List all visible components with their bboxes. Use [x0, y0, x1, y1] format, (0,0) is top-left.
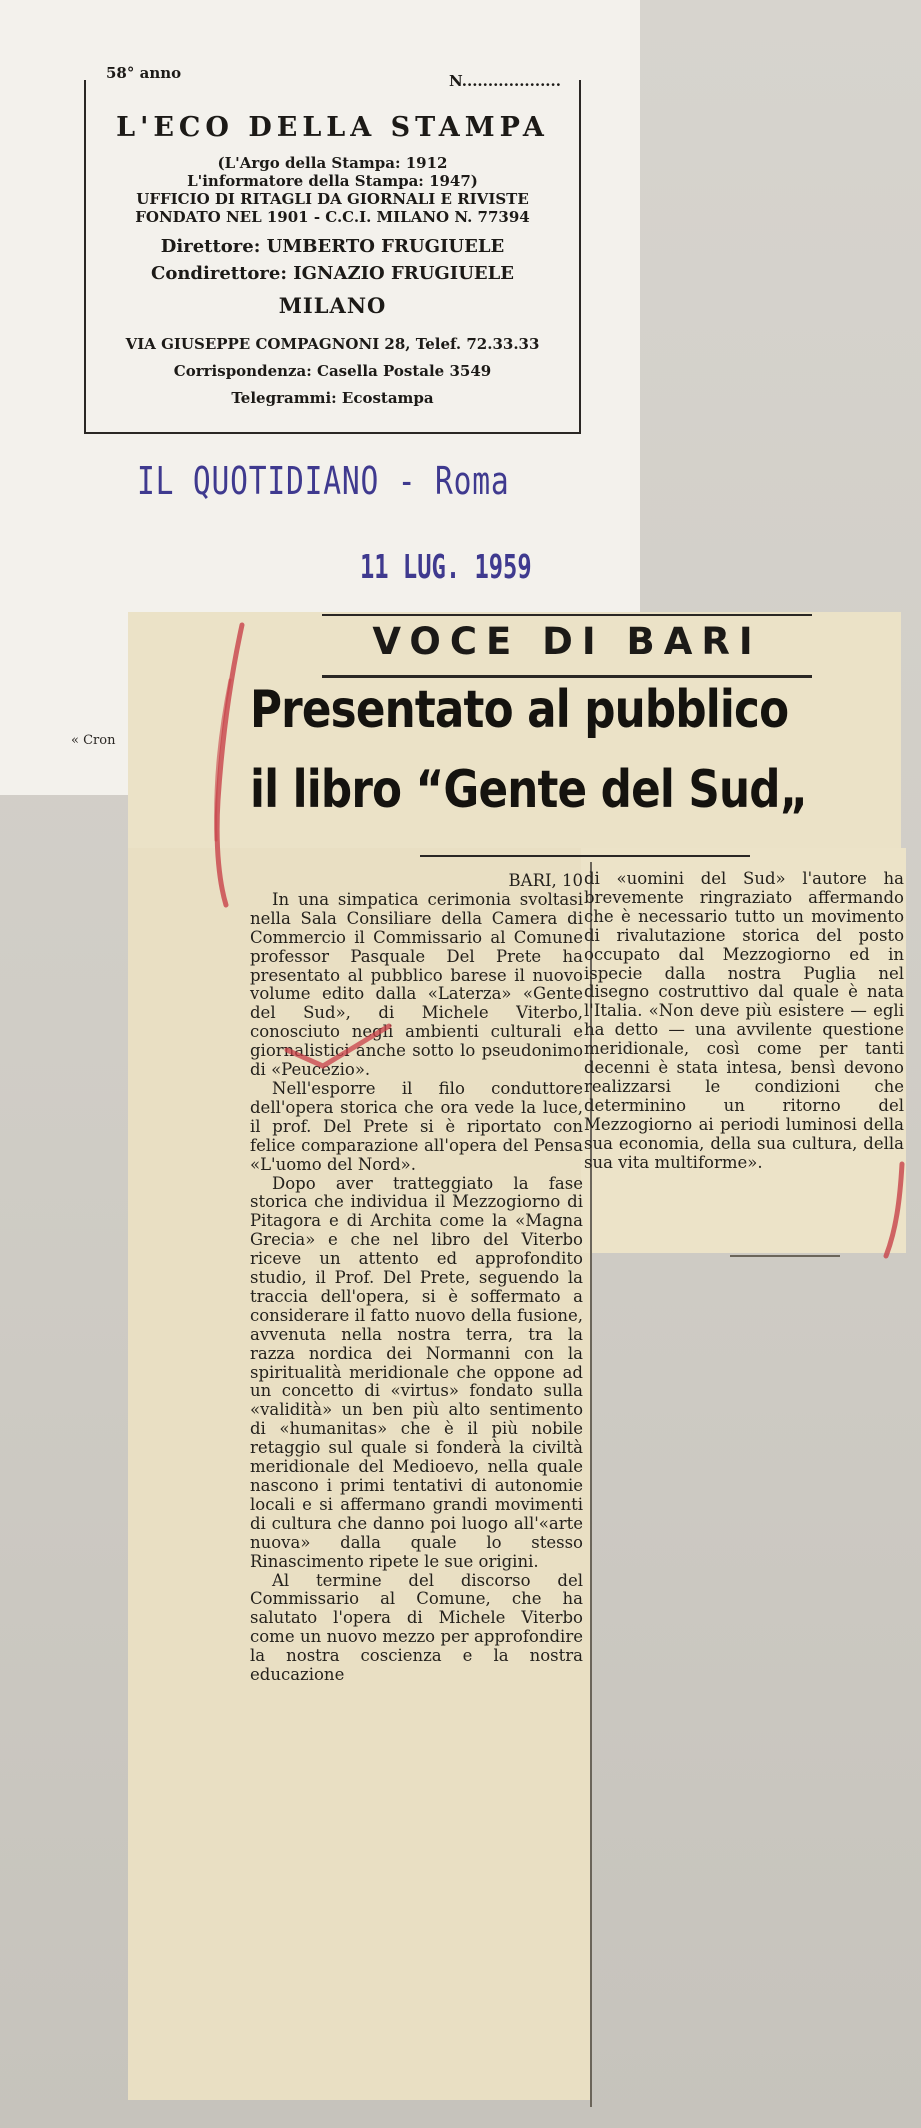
article-paragraph: Dopo aver tratteggiato la fase storica che individua il Mezzogiorno di Pitagora e di Archita come la «Magna Grecia» e che nel libro del Viterbo riceve un attento ed approfondito studio, il Prof. Del Prete, seguendo la traccia dell'opera, si è soffermato a considerare il fatto nuovo della fusione, avvenuta nella nostra terra, tra la razza nordica dei Normanni con la spiritualità meridionale che oppone ad un concetto di «virtus» fondato sulla «validità» un ben più alto sentimento di «humanitas» che è il più nobile retaggio sul quale si fonderà la civiltà meridionale del Medioevo, nella quale nascono i primi tentativi di autonomie locali e si affermano grandi movimenti di cultura che danno poi luogo all'«arte nuova» dalla quale lo stesso Rinascimento ripete le sue origini.: [250, 1173, 583, 1571]
masthead-argo-line: (L'Argo della Stampa: 1912: [217, 154, 448, 172]
issue-number: N...................: [449, 72, 561, 90]
masthead-informatore-line: L'informatore della Stampa: 1947): [187, 172, 478, 190]
masthead-title: L'ECO DELLA STAMPA: [116, 112, 549, 143]
article-paragraph: Al termine del discorso del Commissario al Comune, che ha salutato l'opera di Michele Viterbo come un nuovo mezzo per approfondire la nostra coscienza e la nostra educazione: [250, 1570, 583, 1685]
article-paragraph: Nell'esporre il filo conduttore dell'opera storica che ora vede la luce, il prof. Del Prete si è riportato con felice comparazione all'opera del Pensa «L'uomo del Nord».: [250, 1078, 583, 1174]
issue-year: 58° anno: [106, 64, 182, 82]
masthead-direttore-line: Direttore: UMBERTO FRUGIUELE: [160, 236, 505, 257]
rubric-bottom-rule: [322, 675, 812, 678]
article-end-rule: [730, 1255, 840, 1257]
headline-line-2: il libro “Gente del Sud„: [250, 760, 808, 820]
masthead-telegrammi-line: Telegrammi: Ecostampa: [231, 389, 434, 407]
article-paragraph: In una simpatica cerimonia svoltasi nella Sala Consiliare della Camera di Commercio il Commissario al Comune professor Pasquale Del Prete ha presentato al pubblico barese il nuovo volume edito dalla «Laterza» «Gente del Sud», di Michele Viterbo, conosciuto negli ambienti culturali e giornalistici anche sotto lo pseudonimo di «Peucezio».: [250, 889, 583, 1080]
article-dateline: BARI, 10: [508, 871, 583, 890]
article-column-left: [250, 872, 583, 1685]
article-paragraph: di «uomini del Sud» l'autore ha brevemente ringraziato affermando che è necessario tutto un movimento di rivalutazione storica del posto occupato dal Mezzogiorno ed in ispecie dalla nostra Puglia nel disegno costruttivo dal quale è nata l'Italia. «Non deve più esistere — egli ha detto — una avvilente questione meridionale, così come per tanti decenni è stata intesa, bensì devono realizzarsi le condizioni che determinino un ritorno del Mezzogiorno ai periodi luminosi della sua economia, della sua cultura, della sua vita multiforme».: [584, 869, 904, 1172]
headline-line-1: Presentato al pubblico: [250, 680, 789, 740]
masthead-fondato-line: FONDATO NEL 1901 - C.C.I. MILANO N. 77394: [135, 208, 530, 226]
masthead-ufficio-line: UFFICIO DI RITAGLI DA GIORNALI E RIVISTE: [136, 190, 529, 208]
masthead-address-line: VIA GIUSEPPE COMPAGNONI 28, Telef. 72.33.33: [125, 335, 540, 353]
margin-label: « Cron: [71, 733, 116, 748]
date-stamp: 11 LUG. 1959: [360, 547, 532, 586]
masthead-corrispondenza-line: Corrispondenza: Casella Postale 3549: [173, 362, 492, 380]
section-rubric: VOCE DI BARI: [372, 620, 762, 663]
masthead-city: MILANO: [278, 293, 387, 318]
newspaper-source-stamp: IL QUOTIDIANO - Roma: [137, 459, 510, 503]
masthead-condirettore-line: Condirettore: IGNAZIO FRUGIUELE: [151, 263, 514, 284]
rubric-top-rule: [322, 614, 812, 616]
article-column-right: [584, 870, 904, 1173]
headline-rule: [420, 855, 750, 857]
